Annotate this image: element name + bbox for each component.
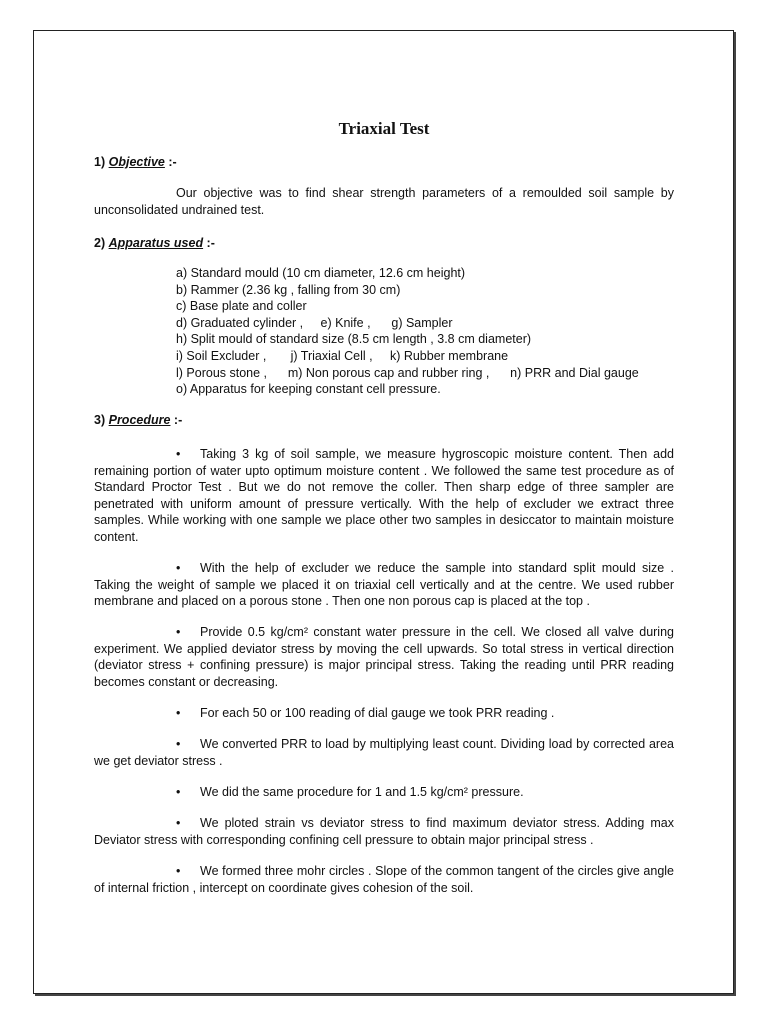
bullet-icon: • <box>176 625 181 639</box>
procedure-label: Procedure <box>108 413 171 427</box>
apparatus-item: h) Split mould of standard size (8.5 cm length , 3.8 cm diameter) <box>176 332 532 347</box>
objective-text: Our objective was to find shear strength parameters of a remoulded soil sample by unconsolidated undrained test. <box>94 186 674 217</box>
procedure-step-text: We formed three mohr circles . Slope of the common tangent of the circles give angle of internal friction , intercept on coordinate gives cohesion of the soil. <box>94 864 674 895</box>
apparatus-item: d) Graduated cylinder , e) Knife , g) Sampler <box>176 315 453 330</box>
apparatus-item: a) Standard mould (10 cm diameter, 12.6 cm height) <box>176 266 466 280</box>
procedure-step <box>94 784 674 801</box>
objective-suffix: :- <box>164 155 177 169</box>
procedure-heading <box>94 413 182 427</box>
bullet-icon: • <box>176 447 181 461</box>
procedure-step <box>94 705 674 722</box>
apparatus-item: c) Base plate and coller <box>176 299 307 314</box>
procedure-step <box>94 863 674 896</box>
apparatus-label: Apparatus used <box>108 236 204 250</box>
apparatus-item: i) Soil Excluder , j) Triaxial Cell , k) Rubber membrane <box>176 348 509 363</box>
objective-number: 1) <box>94 155 106 169</box>
bullet-icon: • <box>176 737 181 751</box>
procedure-step-text: We converted PRR to load by multiplying least count. Dividing load by corrected area we get deviator stress . <box>94 737 674 768</box>
procedure-step-text: With the help of excluder we reduce the sample into standard split mould size . Taking the weight of sample we placed it on triaxial cell vertically and at the centre. We used rubber membrane and placed on a porous stone . Then one non porous cap is placed at the top . <box>94 561 674 608</box>
apparatus-item: b) Rammer (2.36 kg , falling from 30 cm) <box>176 282 401 297</box>
bullet-icon: • <box>176 864 181 878</box>
procedure-step-text: Provide 0.5 kg/cm² constant water pressure in the cell. We closed all valve during experiment. We applied deviator stress by moving the cell upwards. So total stress in vertical direction (deviator stress + confining pressure) is major principal stress. Taking the reading until PRR reading becomes constant or decreasing. <box>94 625 674 689</box>
page-title: Triaxial Test <box>338 119 430 138</box>
bullet-icon: • <box>176 706 181 720</box>
apparatus-suffix: :- <box>203 236 215 250</box>
bullet-icon: • <box>176 816 181 830</box>
objective-heading <box>94 155 177 169</box>
procedure-step-text: We did the same procedure for 1 and 1.5 kg/cm² pressure. <box>200 785 524 799</box>
procedure-step <box>94 446 674 545</box>
objective-label: Objective <box>108 155 165 169</box>
apparatus-heading <box>94 236 215 250</box>
procedure-step-text: For each 50 or 100 reading of dial gauge we took PRR reading . <box>200 706 555 720</box>
apparatus-number: 2) <box>94 236 106 250</box>
apparatus-list <box>176 265 639 398</box>
procedure-step <box>94 736 674 769</box>
procedure-step-text: Taking 3 kg of soil sample, we measure hygroscopic moisture content. Then add remaining portion of water upto optimum moisture content . We followed the same test procedure as of Standard Proctor Test . But we do not remove the coller. Then sharp edge of three sampler are penetrated with uniform amount of pressure vertically. With the help of excluder we extract three samples. While working with one sample we place other two samples in desiccator to maintain moisture content. <box>94 447 674 544</box>
bullet-icon: • <box>176 785 181 799</box>
apparatus-item: l) Porous stone , m) Non porous cap and rubber ring , n) PRR and Dial gauge <box>176 365 639 380</box>
procedure-suffix: :- <box>170 413 183 427</box>
procedure-step <box>94 815 674 848</box>
bullet-icon: • <box>176 561 181 575</box>
procedure-number: 3) <box>94 413 106 427</box>
procedure-step <box>94 624 674 690</box>
apparatus-item: o) Apparatus for keeping constant cell pressure. <box>176 382 441 397</box>
procedure-step-text: We ploted strain vs deviator stress to find maximum deviator stress. Adding max Deviator stress with corresponding confining cell pressure to obtain major principal stress . <box>94 816 674 847</box>
procedure-step <box>94 560 674 610</box>
